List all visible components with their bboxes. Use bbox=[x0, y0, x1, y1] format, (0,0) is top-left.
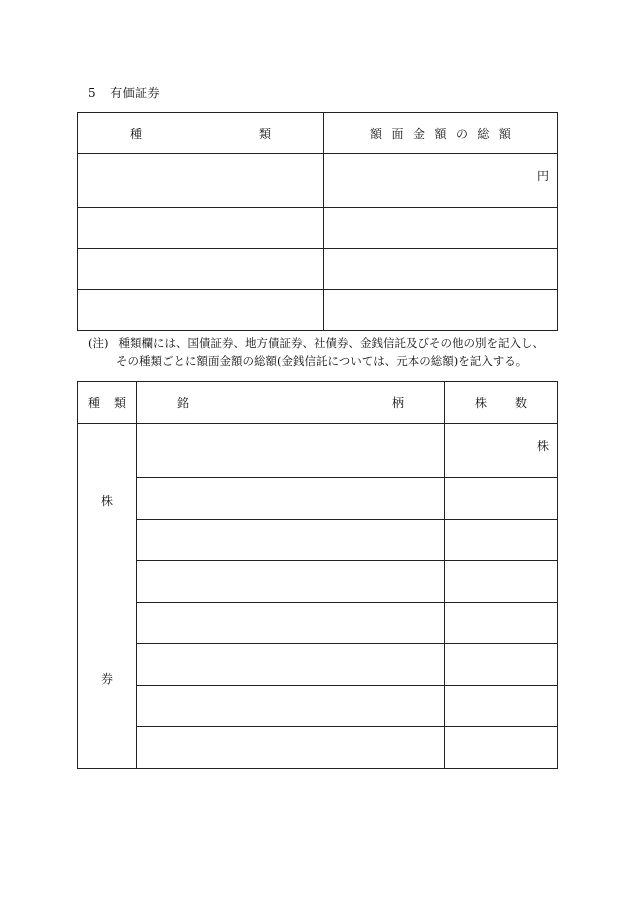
kind-cell[interactable] bbox=[78, 290, 324, 331]
header-amount-char: 額 bbox=[370, 126, 383, 141]
count-cell[interactable] bbox=[445, 727, 558, 769]
header-kind-char: 種 bbox=[130, 126, 143, 141]
header-name-char: 柄 bbox=[391, 395, 404, 410]
header-kind-char: 類 bbox=[258, 126, 271, 141]
header-amount-char: 額 bbox=[498, 126, 511, 141]
header-amount-char: 面 bbox=[391, 126, 404, 141]
header-name bbox=[137, 382, 445, 424]
name-cell[interactable] bbox=[137, 519, 445, 561]
section-heading: 有価証券 bbox=[110, 86, 161, 100]
note-line-1 bbox=[88, 334, 544, 352]
amount-cell[interactable] bbox=[324, 154, 558, 208]
section-number: 5 bbox=[88, 86, 97, 100]
header-amount-char: 金 bbox=[412, 126, 425, 141]
table-row bbox=[78, 602, 558, 644]
table-row bbox=[78, 519, 558, 561]
note-line-2: その種類ごとに額面金額の総額(金銭信託については、元本の総額)を記入する。 bbox=[116, 354, 528, 368]
securities-table bbox=[77, 112, 558, 331]
kind-stock-cell bbox=[78, 423, 137, 768]
name-cell[interactable] bbox=[137, 423, 445, 478]
count-cell[interactable] bbox=[445, 644, 558, 686]
table-header-row bbox=[78, 382, 558, 424]
count-cell[interactable] bbox=[445, 519, 558, 561]
note bbox=[88, 334, 544, 370]
header-name-char: 銘 bbox=[177, 395, 190, 410]
header-amount-char: 総 bbox=[477, 126, 490, 141]
header-kind bbox=[78, 382, 137, 424]
header-kind-char: 種 bbox=[88, 395, 101, 410]
side-label-char: 株 bbox=[100, 493, 113, 508]
header-kind-char: 類 bbox=[113, 395, 126, 410]
table-row bbox=[78, 154, 558, 208]
kind-cell[interactable] bbox=[78, 249, 324, 290]
name-cell[interactable] bbox=[137, 685, 445, 727]
table-row bbox=[78, 685, 558, 727]
name-cell[interactable] bbox=[137, 727, 445, 769]
header-kind bbox=[78, 113, 324, 154]
count-cell[interactable] bbox=[445, 602, 558, 644]
header-count-char: 株 bbox=[475, 395, 488, 410]
header-amount-char: の bbox=[455, 126, 468, 141]
table-row bbox=[78, 478, 558, 520]
name-cell[interactable] bbox=[137, 602, 445, 644]
count-cell[interactable] bbox=[445, 423, 558, 478]
table-row bbox=[78, 423, 558, 478]
unit-share: 株 bbox=[536, 438, 549, 453]
stocks-table bbox=[77, 381, 558, 769]
amount-cell[interactable] bbox=[324, 208, 558, 249]
name-cell[interactable] bbox=[137, 644, 445, 686]
count-cell[interactable] bbox=[445, 561, 558, 603]
header-count bbox=[445, 382, 558, 424]
side-label-char: 券 bbox=[100, 671, 113, 686]
count-cell[interactable] bbox=[445, 478, 558, 520]
amount-cell[interactable] bbox=[324, 290, 558, 331]
kind-cell[interactable] bbox=[78, 154, 324, 208]
section-title bbox=[88, 84, 160, 101]
kind-cell[interactable] bbox=[78, 208, 324, 249]
note-text-1: 種類欄には、国債証券、地方債証券、社債券、金銭信託及びその他の別を記入し、 bbox=[118, 336, 544, 350]
name-cell[interactable] bbox=[137, 561, 445, 603]
amount-cell[interactable] bbox=[324, 249, 558, 290]
header-amount bbox=[324, 113, 558, 154]
table-header-row bbox=[78, 113, 558, 154]
table-row bbox=[78, 249, 558, 290]
unit-yen: 円 bbox=[536, 169, 549, 183]
header-count-char: 数 bbox=[514, 395, 527, 410]
header-amount-char: 額 bbox=[434, 126, 447, 141]
table-row bbox=[78, 208, 558, 249]
table-row bbox=[78, 644, 558, 686]
name-cell[interactable] bbox=[137, 478, 445, 520]
note-label: (注) bbox=[88, 336, 109, 350]
table-row bbox=[78, 561, 558, 603]
table-row bbox=[78, 290, 558, 331]
table-row bbox=[78, 727, 558, 769]
count-cell[interactable] bbox=[445, 685, 558, 727]
